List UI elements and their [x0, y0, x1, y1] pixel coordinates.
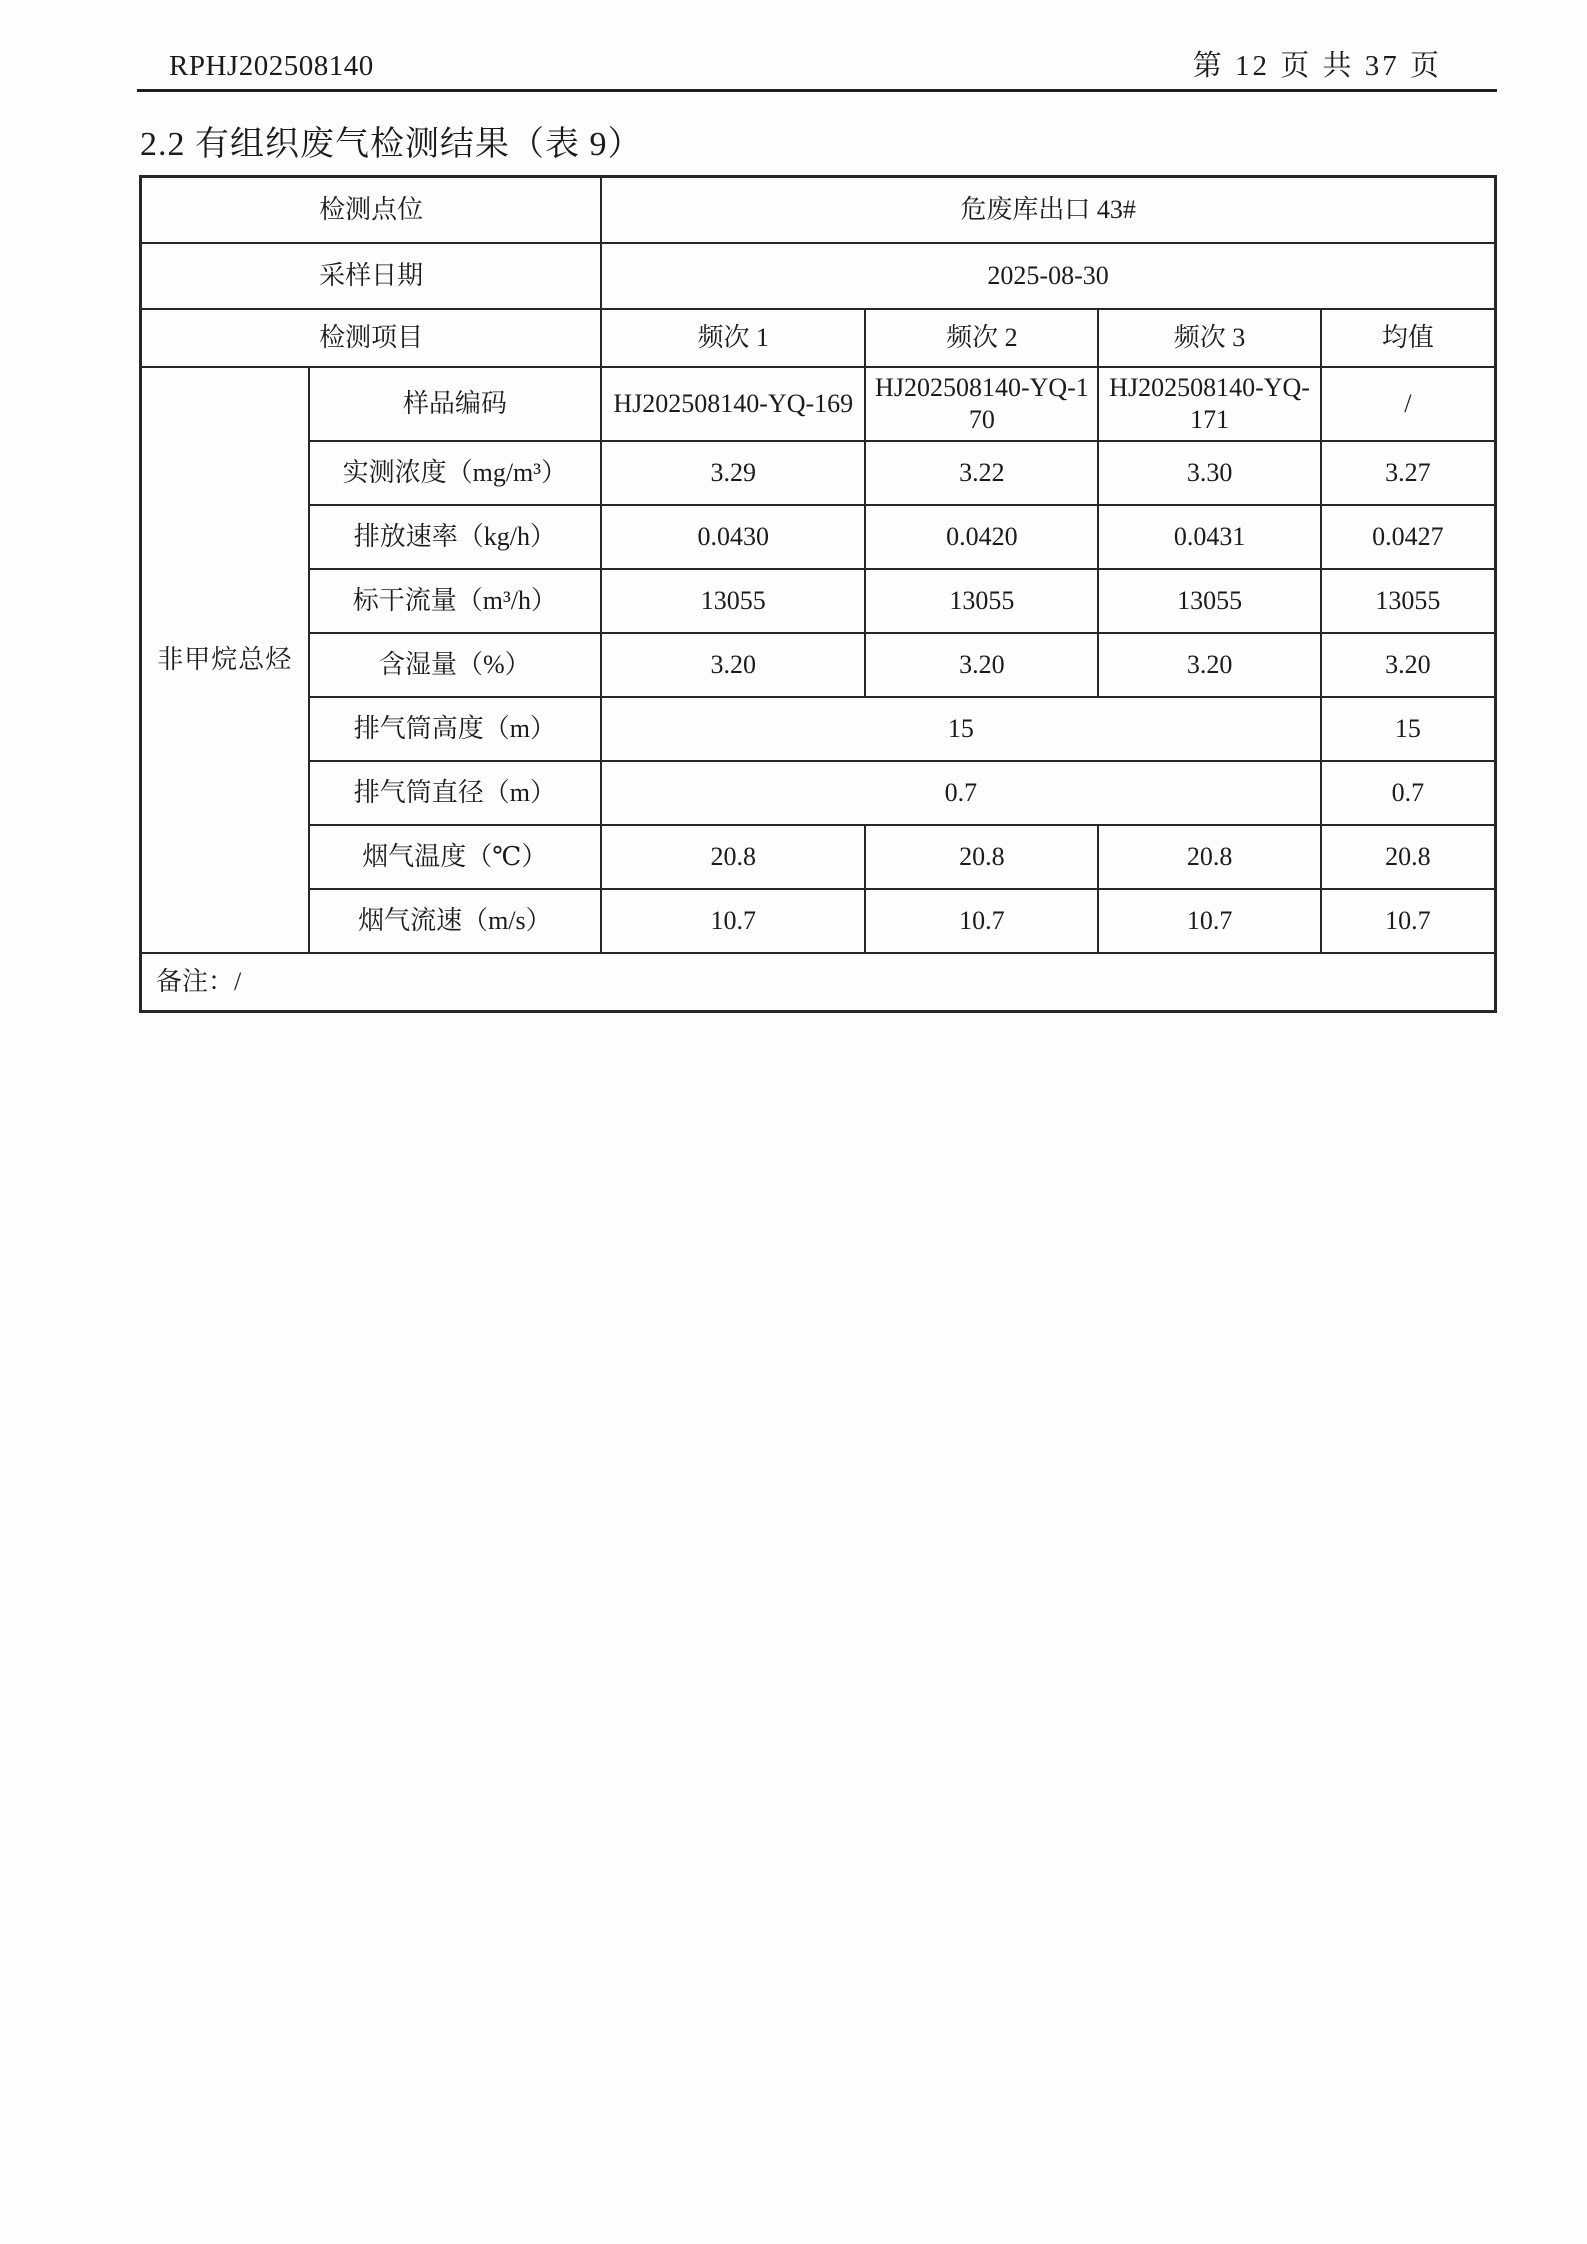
dry-flow-label: 标干流量（m³/h）: [309, 569, 602, 633]
moisture-label: 含湿量（%）: [309, 633, 602, 697]
flue-temp-avg: 20.8: [1321, 825, 1496, 889]
moisture-avg: 3.20: [1321, 633, 1496, 697]
row-measured-concentration: [141, 441, 1496, 505]
row-emission-rate: [141, 505, 1496, 569]
row-flue-gas-temperature: [141, 825, 1496, 889]
emission-rate-3: 0.0431: [1098, 505, 1320, 569]
row-sample-code: [141, 367, 1496, 441]
row-remark: [141, 953, 1496, 1012]
flue-velocity-avg: 10.7: [1321, 889, 1496, 953]
sampling-date-value: 2025-08-30: [601, 243, 1495, 309]
sample-code-1: HJ202508140-YQ-169: [601, 367, 865, 441]
stack-diameter-avg: 0.7: [1321, 761, 1496, 825]
emission-rate-avg: 0.0427: [1321, 505, 1496, 569]
moisture-3: 3.20: [1098, 633, 1320, 697]
concentration-avg: 3.27: [1321, 441, 1496, 505]
page-indicator: 第 12 页 共 37 页: [1192, 50, 1442, 82]
flue-velocity-2: 10.7: [865, 889, 1098, 953]
moisture-2: 3.20: [865, 633, 1098, 697]
header-freq3: 频次 3: [1098, 309, 1320, 367]
moisture-1: 3.20: [601, 633, 865, 697]
row-flue-gas-velocity: [141, 889, 1496, 953]
emission-results-table: [139, 175, 1497, 1013]
flue-temp-2: 20.8: [865, 825, 1098, 889]
header-freq2: 频次 2: [865, 309, 1098, 367]
remark-label: 备注：: [156, 966, 235, 996]
row-stack-height: [141, 697, 1496, 761]
page-header: [139, 48, 1497, 84]
row-column-headers: [141, 309, 1496, 367]
report-number: RPHJ202508140: [169, 50, 374, 82]
row-dry-flow: [141, 569, 1496, 633]
stack-height-avg: 15: [1321, 697, 1496, 761]
row-moisture: [141, 633, 1496, 697]
stack-height-label: 排气筒高度（m）: [309, 697, 602, 761]
pollutant-name: 非甲烷总烃: [141, 367, 309, 953]
flue-temp-3: 20.8: [1098, 825, 1320, 889]
flue-velocity-label: 烟气流速（m/s）: [309, 889, 602, 953]
sample-code-2: HJ202508140-YQ-170: [865, 367, 1098, 441]
flue-temp-label: 烟气温度（℃）: [309, 825, 602, 889]
row-sampling-date: [141, 243, 1496, 309]
section-title: 2.2 有组织废气检测结果（表 9）: [140, 126, 643, 163]
header-average: 均值: [1321, 309, 1496, 367]
remark-cell: [141, 953, 1496, 1012]
monitoring-point-label: 检测点位: [141, 177, 602, 244]
dry-flow-avg: 13055: [1321, 569, 1496, 633]
flue-temp-1: 20.8: [601, 825, 865, 889]
header-rule: [137, 89, 1497, 92]
stack-height-value: 15: [601, 697, 1320, 761]
concentration-label: 实测浓度（mg/m³）: [309, 441, 602, 505]
sample-code-avg: /: [1321, 367, 1496, 441]
stack-diameter-label: 排气筒直径（m）: [309, 761, 602, 825]
concentration-1: 3.29: [601, 441, 865, 505]
row-monitoring-point: [141, 177, 1496, 244]
sampling-date-label: 采样日期: [141, 243, 602, 309]
row-stack-diameter: [141, 761, 1496, 825]
emission-rate-label: 排放速率（kg/h）: [309, 505, 602, 569]
flue-velocity-3: 10.7: [1098, 889, 1320, 953]
flue-velocity-1: 10.7: [601, 889, 865, 953]
dry-flow-1: 13055: [601, 569, 865, 633]
dry-flow-3: 13055: [1098, 569, 1320, 633]
concentration-3: 3.30: [1098, 441, 1320, 505]
dry-flow-2: 13055: [865, 569, 1098, 633]
stack-diameter-value: 0.7: [601, 761, 1320, 825]
sample-code-label: 样品编码: [309, 367, 602, 441]
monitoring-point-value: 危废库出口 43#: [601, 177, 1495, 244]
remark-value: /: [234, 966, 242, 996]
header-freq1: 频次 1: [601, 309, 865, 367]
emission-rate-2: 0.0420: [865, 505, 1098, 569]
emission-rate-1: 0.0430: [601, 505, 865, 569]
sample-code-3: HJ202508140-YQ-171: [1098, 367, 1320, 441]
header-item: 检测项目: [141, 309, 602, 367]
concentration-2: 3.22: [865, 441, 1098, 505]
